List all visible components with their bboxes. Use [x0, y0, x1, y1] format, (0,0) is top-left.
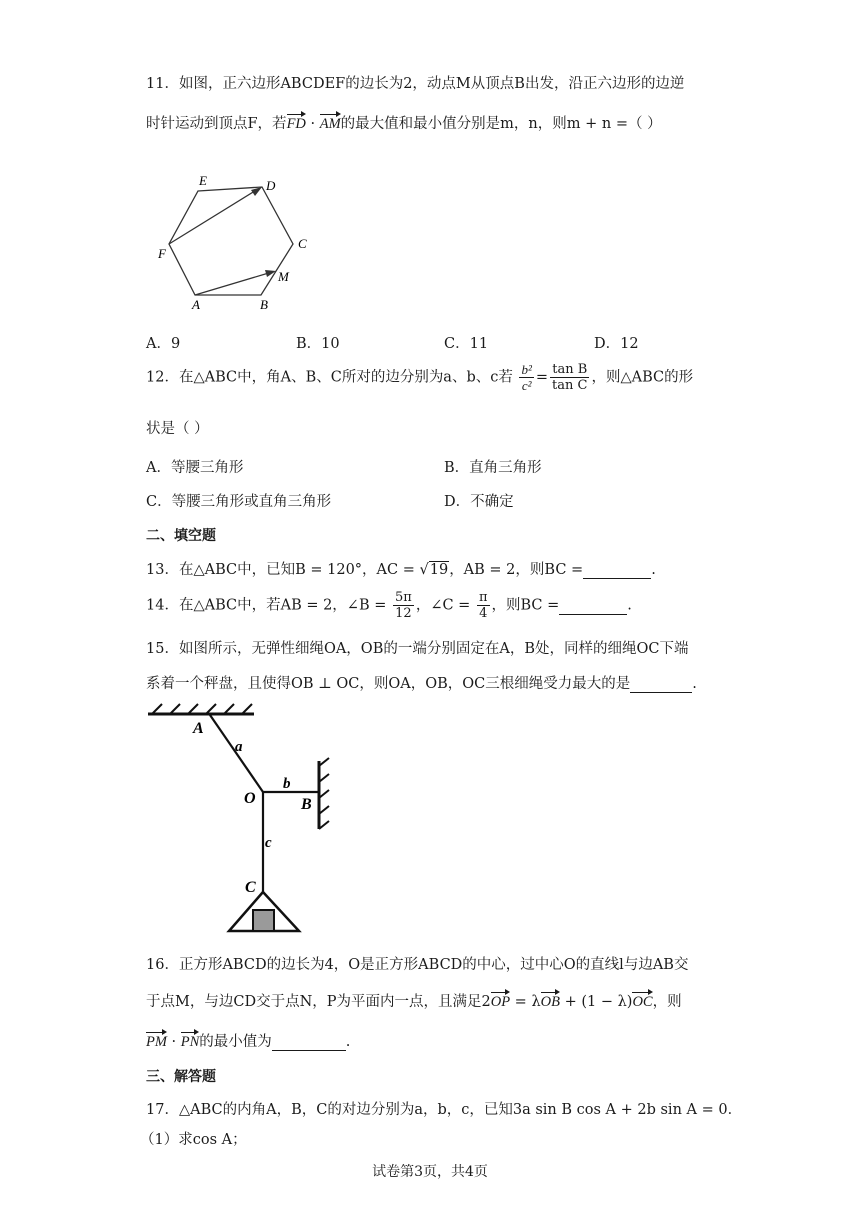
q12-line1 — [146, 362, 693, 393]
q11-option-a: A．9 — [146, 336, 181, 352]
q16-line2-a: 于点M，与边CD交于点N，P为平面内一点，且满足2 — [146, 994, 491, 1010]
answer-blank — [272, 1034, 346, 1051]
q12-fraction-b2-c2 — [519, 362, 533, 393]
q15-end: . — [692, 676, 697, 692]
equals-sign: = — [535, 369, 549, 386]
label-d: D — [266, 178, 276, 193]
q16-mid2: + (1 − λ) — [559, 994, 633, 1010]
page-footer: 试卷第3页，共4页 — [372, 1164, 488, 1180]
label-a-point: A — [193, 720, 204, 737]
q13-end: . — [651, 562, 656, 578]
q14-fraction-5pi-12 — [393, 590, 414, 621]
answer-blank — [630, 676, 692, 693]
label-b-point: B — [301, 796, 312, 813]
q12-line2: 状是（ ） — [146, 421, 209, 437]
q17-line1: 17．△ABC的内角A，B，C的对边分别为a，b，c，已知3a sin B cos A + 2b sin A = 0． — [146, 1102, 743, 1118]
vector-am: AM — [320, 113, 341, 133]
q15-line1: 15．如图所示，无弹性细绳OA，OB的一端分别固定在A，B处，同样的细绳OC下端 — [146, 641, 689, 657]
q16-line3 — [146, 1030, 350, 1051]
q13-text-b: ，AB = 2，则BC = — [449, 562, 584, 578]
vector-ob: OB — [541, 991, 560, 1011]
label-a-rope: a — [235, 739, 243, 755]
fraction-denominator: tan C — [552, 378, 588, 393]
fraction-numerator: tan B — [552, 362, 588, 377]
q14-text-b: ，∠C = — [415, 597, 471, 614]
q11-line1: 11．如图，正六边形ABCDEF的边长为2，动点M从顶点B出发，沿正六边形的边逆 — [146, 76, 685, 92]
label-a: A — [192, 297, 200, 312]
q15-line2 — [146, 672, 697, 693]
q12-line1-a: 12．在△ABC中，角A、B、C所对的边分别为a、b、c若 — [146, 369, 513, 386]
q14-text-c: ，则BC = — [491, 597, 560, 614]
q14-text-a: 14．在△ABC中，若AB = 2，∠B = — [146, 597, 387, 614]
vector-fd: FD — [287, 113, 306, 133]
segment-fd — [169, 189, 258, 244]
q11-line2-a: 时针运动到顶点F，若 — [146, 116, 287, 132]
fraction-numerator: π — [478, 590, 488, 605]
dot-product: · — [166, 1034, 181, 1050]
label-c: C — [298, 236, 307, 251]
q16-mid1: = λ — [510, 994, 541, 1010]
section-heading-solve: 三、解答题 — [146, 1069, 216, 1085]
fraction-numerator: 5π — [395, 590, 412, 605]
q12-option-c: C．等腰三角形或直角三角形 — [146, 494, 332, 510]
vector-pn: PN — [181, 1031, 200, 1051]
q11-option-b: B．10 — [296, 336, 340, 352]
fraction-denominator: 4 — [479, 606, 488, 621]
fraction-denominator: 12 — [395, 606, 412, 621]
vector-oc: OC — [632, 991, 652, 1011]
q13-line: 13．在△ABC中，已知B = 120°，AC = √19，AB = 2，则BC = . — [146, 562, 656, 578]
arrowhead-fd — [251, 187, 262, 196]
label-b-rope: b — [283, 776, 291, 792]
q12-option-d: D．不确定 — [444, 494, 514, 510]
q12-option-a: A．等腰三角形 — [146, 460, 244, 476]
q13-sqrt-value: 19 — [429, 562, 449, 578]
fraction-denominator: c² — [521, 378, 532, 393]
answer-blank — [583, 562, 651, 579]
q12-line1-b: ，则△ABC的形 — [591, 369, 694, 386]
answer-blank — [559, 598, 627, 615]
q14-end: . — [627, 597, 632, 614]
q16-line2-b: ，则 — [652, 994, 682, 1010]
hexagon-outline — [169, 187, 293, 295]
q11-option-d: D．12 — [594, 336, 639, 352]
segment-am — [195, 272, 272, 295]
q14-line — [146, 590, 632, 621]
vector-pm: PM — [146, 1031, 167, 1051]
q14-fraction-pi-4 — [477, 590, 490, 621]
q16-end: . — [345, 1034, 351, 1050]
q11-option-c: C．11 — [444, 336, 489, 352]
label-c-rope: c — [265, 835, 272, 851]
q13-text-a: 13．在△ABC中，已知B = 120°，AC = — [146, 562, 420, 578]
q16-line3-b: 的最小值为 — [199, 1034, 272, 1050]
weight-block — [253, 910, 274, 931]
label-o-point: O — [244, 790, 256, 807]
q12-fraction-tan — [550, 362, 589, 393]
label-b: B — [260, 297, 268, 312]
q15-line2-text: 系着一个秤盘，且使得OB ⊥ OC，则OA，OB，OC三根细绳受力最大的是 — [146, 676, 631, 692]
rope-figure — [146, 700, 346, 938]
q16-line1: 16．正方形ABCD的边长为4，O是正方形ABCD的中心，过中心O的直线l与边AB交 — [146, 957, 689, 973]
q17-sub1: （1）求cos A； — [140, 1132, 247, 1148]
hexagon-figure — [150, 168, 320, 318]
label-f: F — [158, 246, 166, 261]
q11-line2: 时针运动到顶点F，若FD · AM的最大值和最小值分别是m，n，则m + n =（ ） — [146, 112, 662, 133]
q12-option-b: B．直角三角形 — [444, 460, 542, 476]
label-e: E — [199, 173, 207, 188]
fraction-numerator: b² — [521, 362, 532, 377]
q16-line2 — [146, 990, 682, 1011]
label-m: M — [278, 269, 289, 284]
q11-line2-b: 的最大值和最小值分别是m，n，则m + n =（ ） — [340, 116, 662, 132]
section-heading-fill-in: 二、填空题 — [146, 528, 216, 544]
label-c-point: C — [245, 879, 256, 896]
vector-op: OP — [491, 991, 510, 1011]
